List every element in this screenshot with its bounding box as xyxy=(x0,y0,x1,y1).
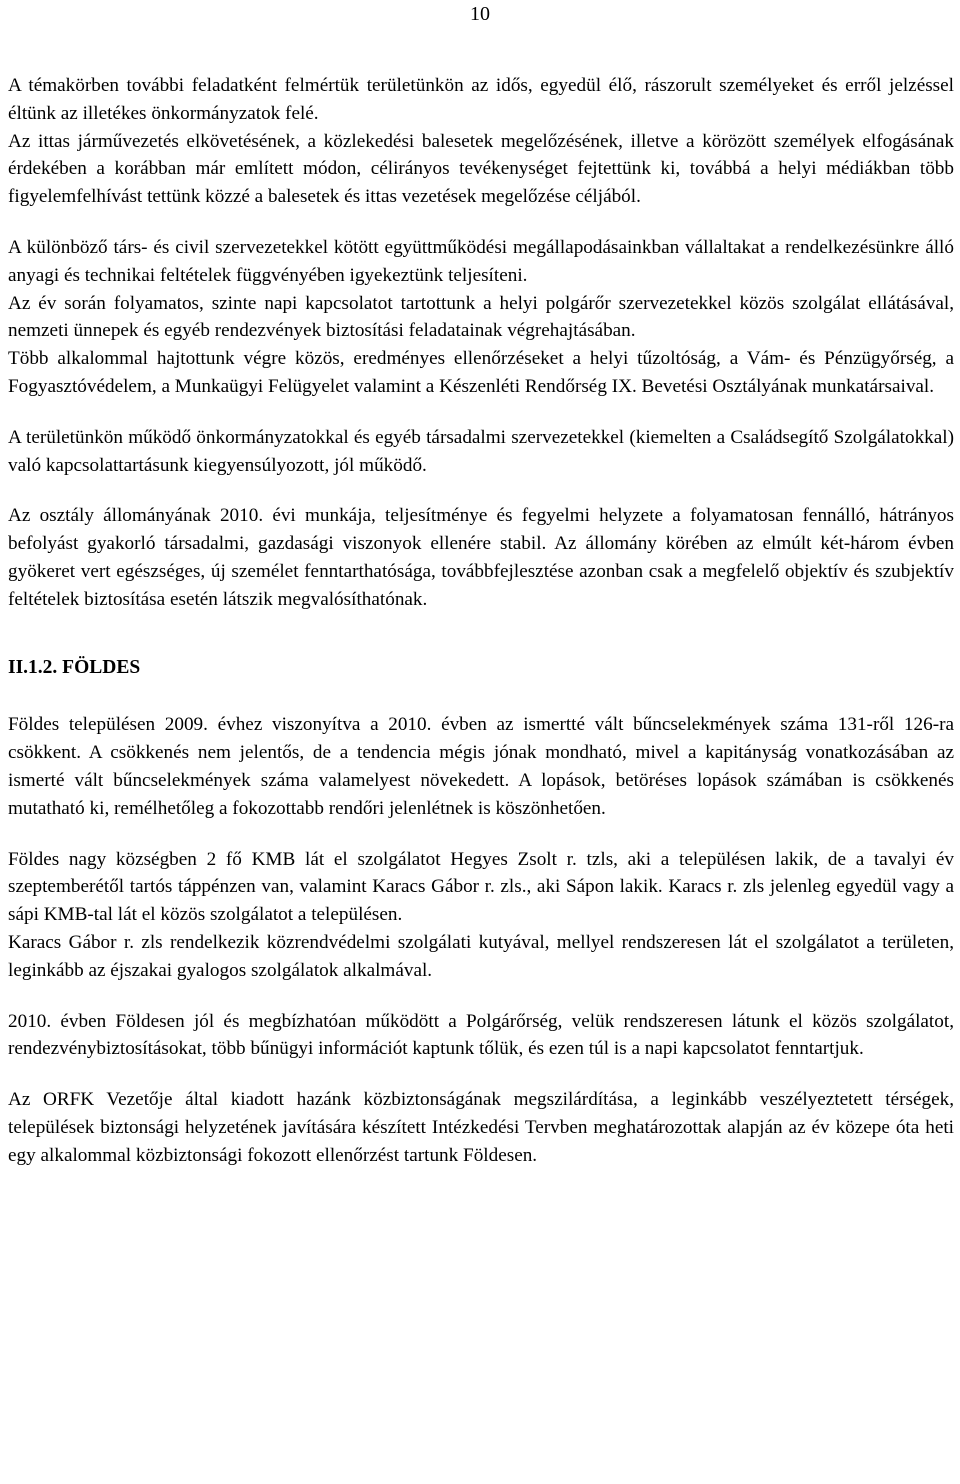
paragraph-local-governments: A területünkön működő önkormányzatokkal és egyéb társadalmi szervezetekkel (kiemelten a Családsegítő Szolgálatokkal) való kapcsolattartásunk kiegyensúlyozott, jól működő. xyxy=(8,426,954,476)
paragraph-civil-guard-foldes: 2010. évben Földesen jól és megbízhatóan működött a Polgárőrség, velük rendszeresen látunk el közös szolgálatot, rendezvénybiztosításokat, több bűnügyi információt kaptunk tőlük, és ezen túl is a napi kapcsolatot fenntartjuk. xyxy=(8,1010,954,1060)
paragraph-elderly-survey: A témakörben további feladatként felmértük területünkön az idős, egyedül élő, rászorult személyeket és erről jelzéssel éltünk az illetékes önkormányzatok felé. xyxy=(8,75,954,124)
paragraph-service-dog: Karacs Gábor r. zls rendelkezik közrendvédelmi szolgálati kutyával, mellyel rendszeresen lát el szolgálatot a területen, leginkább az éjszakai gyalogos szolgálatok alkalmával. xyxy=(8,931,954,981)
paragraph-drunk-driving: Az ittas járművezetés elkövetésének, a közlekedési balesetek megelőzésének, illetve a körözött személyek elfogásának érdekében a korábban már említett módon, célirányos tevékenységet fejtettünk ki, továbbá a helyi médiákban több figyelemfelhívást tettünk közzé a balesetek és ittas vezetések megelőzése céljából. xyxy=(8,130,954,208)
paragraph-orfk-plan: Az ORFK Vezetője által kiadott hazánk közbiztonságának megszilárdítása, a leginkább veszélyeztetett térségek, települések biztonsági helyzetének javítására készített Intézkedési Tervben meghatározottak alapján az év közepe óta heti egy alkalommal közbiztonsági fokozott ellenőrzést tartunk Földesen. xyxy=(8,1089,954,1166)
paragraph-kmb-officers: Földes nagy községben 2 fő KMB lát el szolgálatot Hegyes Zsolt r. tzls, aki a településen lakik, de a tavalyi év szeptemberétől tartós táppénzen van, valamint Karacs Gábor r. zls., aki Sápon lakik. Karacs r. zls jelenleg egyedül vagy a sápi KMB-tal lát el közös szolgálatot a településen. xyxy=(8,848,954,926)
paragraph-staff-performance: Az osztály állományának 2010. évi munkája, teljesítménye és fegyelmi helyzete a folyamatosan fennálló, hátrányos befolyást gyakorló társadalmi, gazdasági viszonyok ellenére stabil. Az állomány körében az elmúlt két-három évben gyökeret vert egészséges, új személet fenntarthatósága, továbbfejlesztése azonban csak a megfelelő objektív és szubjektív feltételek biztosítása esetén látszik megvalósíthatónak. xyxy=(8,505,954,610)
section-heading: II.1.2. FÖLDES xyxy=(8,656,141,678)
paragraph-civil-guard: Az év során folyamatos, szinte napi kapcsolatot tartottunk a helyi polgárőr szervezetekkel közös szolgálat ellátásával, nemzeti ünnepek és egyéb rendezvények biztosítási feladatainak végrehajtásában. xyxy=(8,292,954,342)
paragraph-cooperation-agreements: A különböző társ- és civil szervezetekkel kötött együttműködési megállapodásainkban vállaltakat a rendelkezésünkre álló anyagi és technikai feltételek függvényében igyekeztünk teljesíteni. xyxy=(8,236,954,286)
document-body xyxy=(8,72,954,1170)
page-number: 10 xyxy=(470,3,490,25)
paragraph-crime-statistics: Földes településen 2009. évhez viszonyítva a 2010. évben az ismertté vált bűncselekmények száma 131-ről 126-ra csökkent. A csökkenés nem jelentős, de a tendencia mégis jónak mondható, mivel a kapitányság vonatkozásában az ismerté vált bűncselekmények száma valamelyest növekedett. A lopások, betöréses lopások számában is csökkenés mutatható ki, remélhetőleg a fokozottabb rendőri jelenlétnek is köszönhetően. xyxy=(8,714,954,819)
paragraph-joint-inspections: Több alkalommal hajtottunk végre közös, eredményes ellenőrzéseket a helyi tűzoltóság, a Vám- és Pénzügyőrség, a Fogyasztóvédelem, a Munkaügyi Felügyelet valamint a Készenléti Rendőrség IX. Bevetési Osztályának munkatársaival. xyxy=(8,348,954,397)
